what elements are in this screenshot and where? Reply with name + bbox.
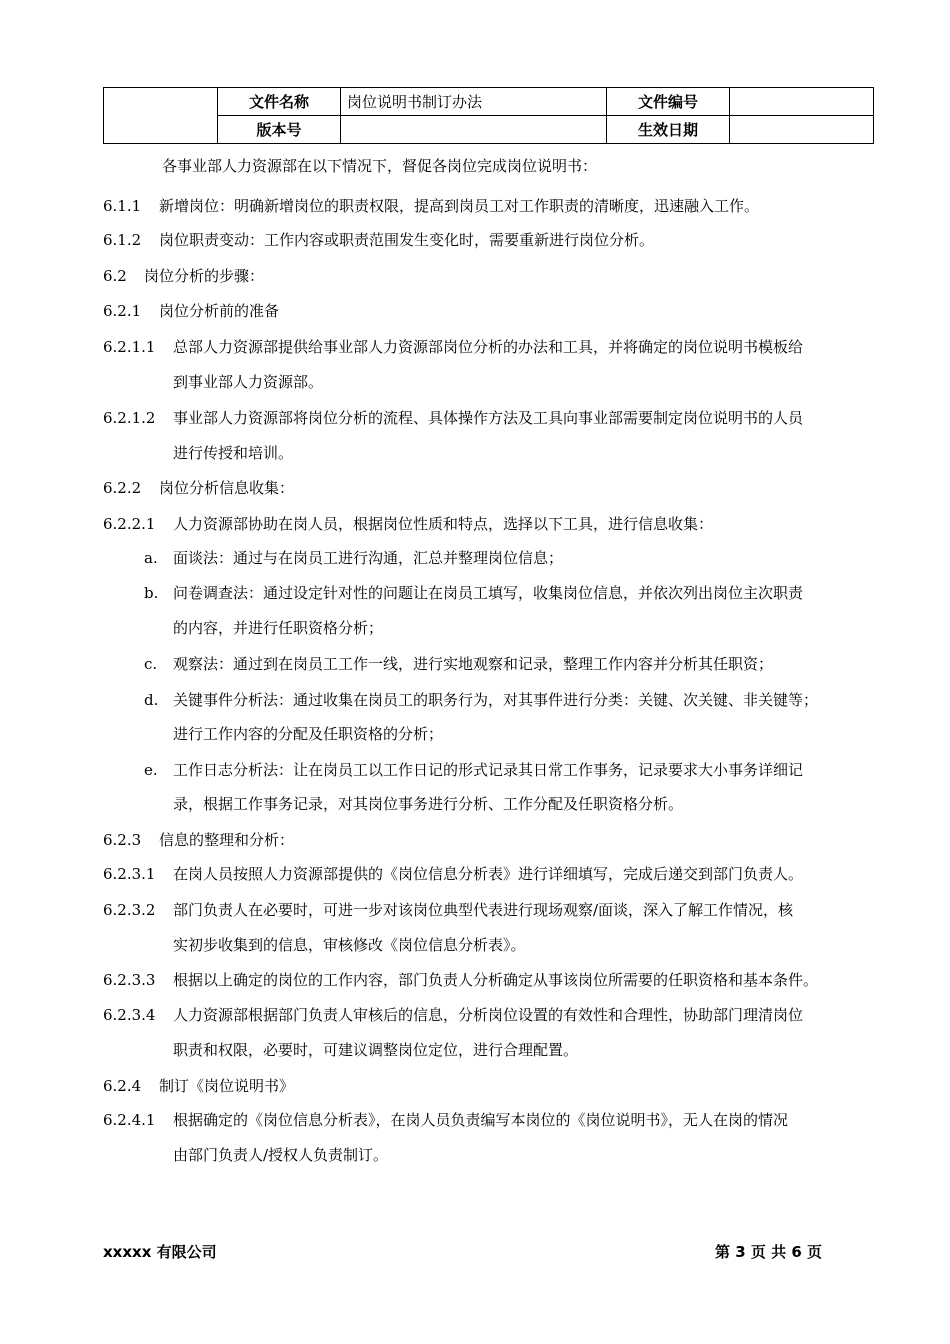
section-text: 实初步收集到的信息，审核修改《岗位信息分析表》。 [173,936,526,954]
section-number: 6.2.3.4 [103,1006,156,1024]
section-text: 根据确定的《岗位信息分析表》，在岗人员负责编写本岗位的《岗位说明书》，无人在岗的情况 [173,1111,789,1129]
file-number-value [730,88,874,116]
section-number: 6.1.1 [103,197,142,215]
list-marker: d. [144,691,159,709]
section-text: 总部人力资源部提供给事业部人力资源部岗位分析的办法和工具，并将确定的岗位说明书模板给 [173,338,804,356]
section-number: 6.2.1.1 [103,338,156,356]
list-item-text: 关键事件分析法：通过收集在岗员工的职务行为，对其事件进行分类：关键、次关键、非关键等； [173,691,819,709]
section-text: 人力资源部协助在岗人员，根据岗位性质和特点，选择以下工具，进行信息收集： [173,515,714,533]
intro-paragraph: 各事业部人力资源部在以下情况下，督促各岗位完成岗位说明书： [162,157,598,175]
list-item-text: 问卷调查法：通过设定针对性的问题让在岗员工填写，收集岗位信息，并依次列出岗位主次职责 [173,584,804,602]
section-text: 由部门负责人/授权人负责制订。 [173,1146,389,1164]
section-number: 6.1.2 [103,231,142,249]
section-text: 职责和权限，必要时，可建议调整岗位定位，进行合理配置。 [173,1041,579,1059]
version-value [341,116,607,144]
list-item-text: 进行工作内容的分配及任职资格的分析； [173,725,444,743]
file-number-label: 文件编号 [607,88,730,116]
section-heading: 岗位分析的步骤： [144,267,265,285]
section-text: 部门负责人在必要时，可进一步对该岗位典型代表进行现场观察/面谈，深入了解工作情况，核 [173,901,794,919]
section-number: 6.2.2.1 [103,515,156,533]
section-number: 6.2.3.2 [103,901,156,919]
section-text: 岗位职责变动：工作内容或职责范围发生变化时，需要重新进行岗位分析。 [159,231,655,249]
list-item-text: 录，根据工作事务记录，对其岗位事务进行分析、工作分配及任职资格分析。 [173,795,684,813]
section-number: 6.2.4.1 [103,1111,156,1129]
section-number: 6.2.3.1 [103,865,156,883]
section-number: 6.2.2 [103,479,142,497]
section-heading: 岗位分析前的准备 [159,302,280,320]
section-number: 6.2.3 [103,831,142,849]
list-item-text: 观察法：通过到在岗员工工作一线，进行实地观察和记录，整理工作内容并分析其任职资； [173,655,774,673]
section-text: 到事业部人力资源部。 [173,373,324,391]
list-marker: c. [144,655,158,673]
effective-date-value [730,116,874,144]
section-text: 人力资源部根据部门负责人审核后的信息，分析岗位设置的有效性和合理性，协助部门理清岗位 [173,1006,804,1024]
effective-date-label: 生效日期 [607,116,730,144]
section-heading: 制订《岗位说明书》 [159,1077,295,1095]
list-marker: e. [144,761,158,779]
version-label: 版本号 [218,116,341,144]
section-number: 6.2 [103,267,127,285]
section-text: 事业部人力资源部将岗位分析的流程、具体操作方法及工具向事业部需要制定岗位说明书的人员 [173,409,804,427]
list-item-text: 工作日志分析法：让在岗员工以工作日记的形式记录其日常工作事务，记录要求大小事务详细记 [173,761,804,779]
section-text: 新增岗位：明确新增岗位的职责权限，提高到岗员工对工作职责的清晰度，迅速融入工作。 [159,197,760,215]
section-number: 6.2.1.2 [103,409,156,427]
list-item-text: 面谈法：通过与在岗员工进行沟通，汇总并整理岗位信息； [173,549,564,567]
section-number: 6.2.3.3 [103,971,156,989]
footer-page-number: 第 3 页 共 6 页 [715,1243,822,1261]
footer-company: xxxxx 有限公司 [103,1243,217,1261]
file-name-value: 岗位说明书制订办法 [341,88,607,116]
section-text: 根据以上确定的岗位的工作内容，部门负责人分析确定从事该岗位所需要的任职资格和基本条件。 [173,971,819,989]
section-heading: 信息的整理和分析： [159,831,295,849]
list-item-text: 的内容，并进行任职资格分析； [173,619,384,637]
list-marker: b. [144,584,159,602]
section-number: 6.2.4 [103,1077,142,1095]
document-header-table [103,87,874,144]
logo-cell [104,88,218,144]
section-text: 在岗人员按照人力资源部提供的《岗位信息分析表》进行详细填写，完成后递交到部门负责人。 [173,865,804,883]
section-number: 6.2.1 [103,302,142,320]
section-heading: 岗位分析信息收集： [159,479,295,497]
file-name-label: 文件名称 [218,88,341,116]
list-marker: a. [144,549,158,567]
section-text: 进行传授和培训。 [173,444,294,462]
